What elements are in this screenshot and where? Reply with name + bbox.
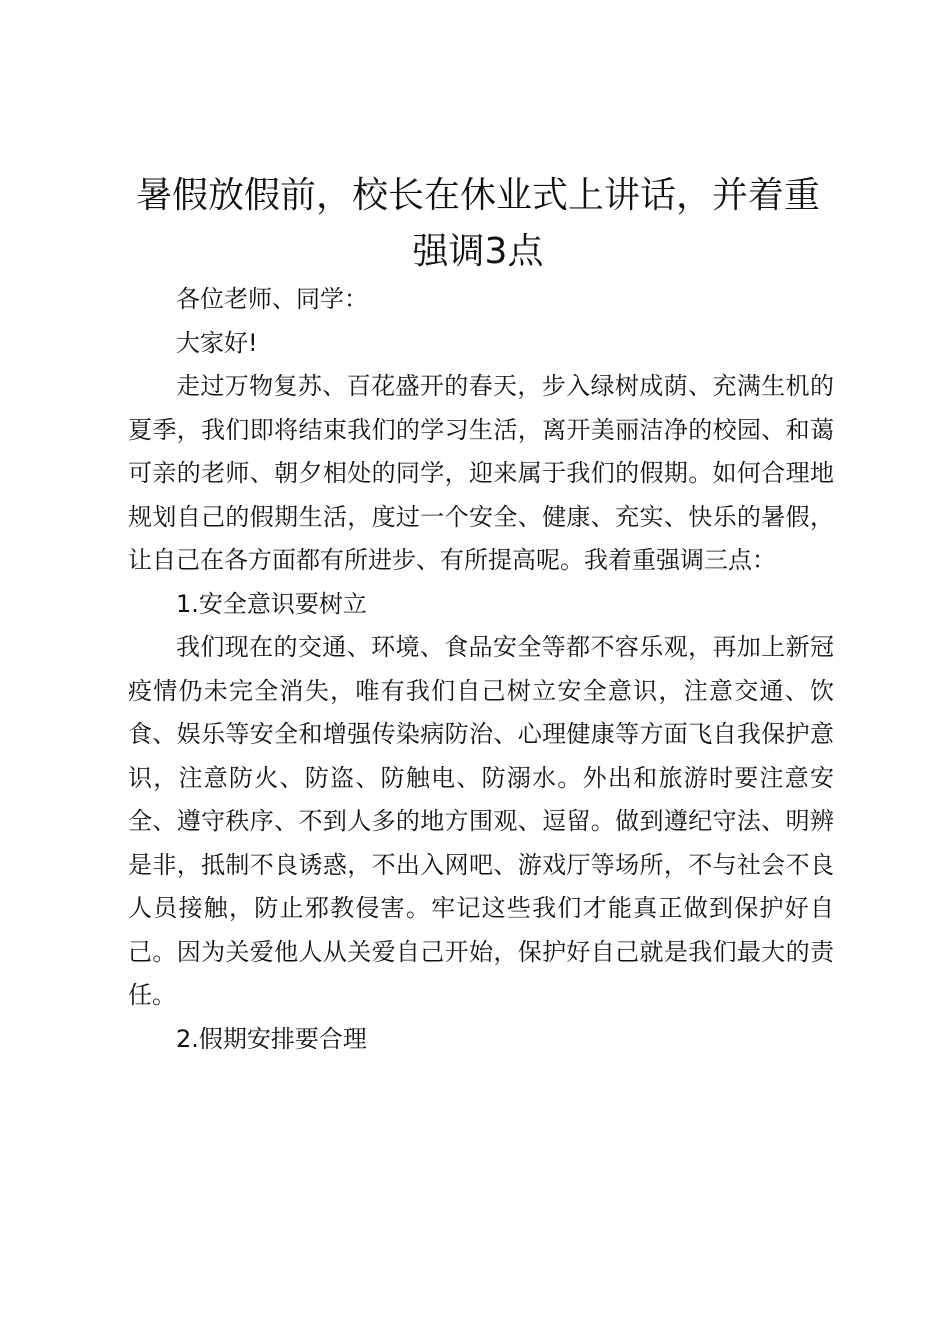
section-paragraph-1: 我们现在的交通、环境、食品安全等都不容乐观，再加上新冠疫情仍未完全消失，唯有我们自己树立安全意识，注意交通、饮食、娱乐等安全和增强传染病防治、心理健康等方面飞自我保护意识，注意防火、防盗、防触电、防溺水。外出和旅游时要注意安全、遵守秩序、不到人多的地方围观、逗留。做到遵纪守法、明辨是非，抵制不良诱惑，不出入网吧、游戏厅等场所，不与社会不良人员接触，防止邪教侵害。牢记这些我们才能真正做到保护好自己。因为关爱他人从关爱自己开始，保护好自己就是我们最大的责任。	[128, 633, 834, 1009]
document-body	[128, 278, 834, 1061]
salutation: 各位老师、同学：	[176, 285, 368, 313]
document-title: 暑假放假前，校长在休业式上讲话，并着重强调3点	[135, 175, 820, 272]
section-heading-2: 2.假期安排要合理	[176, 1024, 367, 1053]
section-heading-1: 1.安全意识要树立	[176, 589, 367, 618]
greeting: 大家好!	[176, 328, 258, 357]
intro-paragraph: 走过万物复苏、百花盛开的春天，步入绿树成荫、充满生机的夏季，我们即将结束我们的学习生活，离开美丽洁净的校园、和蔼可亲的老师、朝夕相处的同学，迎来属于我们的假期。如何合理地规划自己的假期生活，度过一个安全、健康、充实、快乐的暑假，让自己在各方面都有所进步、有所提高呢。我着重强调三点：	[128, 372, 834, 574]
